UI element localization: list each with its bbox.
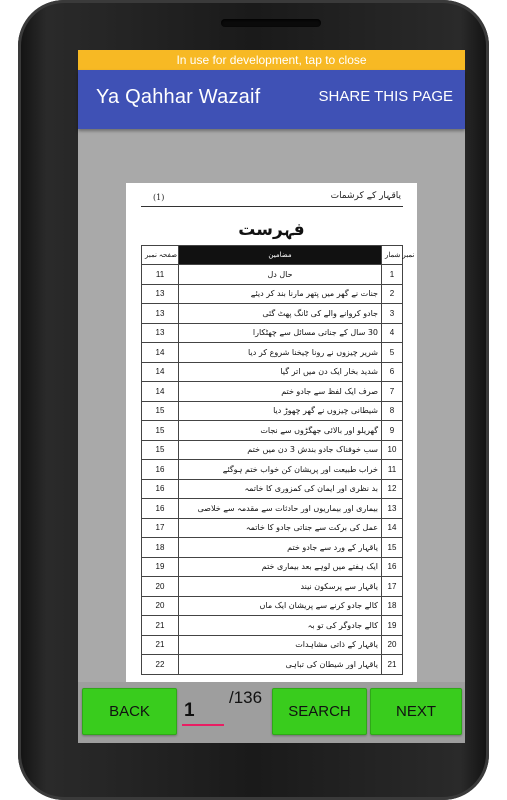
search-button[interactable]: SEARCH xyxy=(272,688,367,735)
table-row xyxy=(142,401,403,421)
table-row xyxy=(142,343,403,363)
row-number: 16 xyxy=(382,557,403,577)
row-page: 13 xyxy=(142,304,179,324)
table-row xyxy=(142,655,403,675)
row-title: سب خوفناک جادو بندش 3 دن میں ختم xyxy=(179,440,382,460)
row-number: 14 xyxy=(382,518,403,538)
row-page: 16 xyxy=(142,460,179,480)
earpiece-speaker xyxy=(221,19,321,27)
row-page: 22 xyxy=(142,655,179,675)
row-number: 12 xyxy=(382,479,403,499)
table-row xyxy=(142,284,403,304)
row-page: 16 xyxy=(142,499,179,519)
row-number: 21 xyxy=(382,655,403,675)
row-number: 17 xyxy=(382,577,403,597)
row-page: 17 xyxy=(142,518,179,538)
bottom-nav-bar xyxy=(78,682,465,743)
table-row xyxy=(142,460,403,480)
table-row xyxy=(142,538,403,558)
table-row xyxy=(142,616,403,636)
row-number: 11 xyxy=(382,460,403,480)
document-title: فہرست xyxy=(238,220,305,240)
row-page: 16 xyxy=(142,479,179,499)
running-head: یاقہار کے کرشمات xyxy=(330,191,401,201)
row-title: یاقہار کے ورد سے جادو ختم xyxy=(179,538,382,558)
row-number: 18 xyxy=(382,596,403,616)
row-title: شیطانی چیزوں نے گھر چھوڑ دیا xyxy=(179,401,382,421)
row-number: 7 xyxy=(382,382,403,402)
table-row xyxy=(142,304,403,324)
total-pages: /136 xyxy=(229,688,263,707)
row-title: خراب طبیعت اور پریشان کن خواب ختم ہوگئے xyxy=(179,460,382,480)
table-row xyxy=(142,596,403,616)
row-title: یاقہار اور شیطان کی تباہی xyxy=(179,655,382,675)
row-title: بیماری اور بیماریوں اور حادثات سے مقدمہ سے خلاصی xyxy=(179,499,382,519)
row-number: 10 xyxy=(382,440,403,460)
table-row xyxy=(142,421,403,441)
table-row xyxy=(142,362,403,382)
row-title: کالے جادوگر کی تو بہ xyxy=(179,616,382,636)
row-page: 11 xyxy=(142,265,179,285)
row-number: 2 xyxy=(382,284,403,304)
row-page: 19 xyxy=(142,557,179,577)
row-number: 8 xyxy=(382,401,403,421)
page-header xyxy=(141,191,403,207)
row-title: صرف ایک لفظ سے جادو ختم xyxy=(179,382,382,402)
row-page: 13 xyxy=(142,284,179,304)
share-page-button[interactable]: SHARE THIS PAGE xyxy=(318,88,453,105)
row-page: 15 xyxy=(142,440,179,460)
table-row xyxy=(142,440,403,460)
row-page: 15 xyxy=(142,401,179,421)
toc-body xyxy=(142,265,403,675)
row-page: 14 xyxy=(142,362,179,382)
row-title: کالے جادو کرنے سے پریشان ایک ماں xyxy=(179,596,382,616)
row-title: جنات نے گھر میں پتھر مارنا بند کر دیئے xyxy=(179,284,382,304)
row-title: یاقہار سے پرسکون نیند xyxy=(179,577,382,597)
row-page: 21 xyxy=(142,616,179,636)
row-title: ایک ہفتے میں لوہے بعد بیماری ختم xyxy=(179,557,382,577)
row-title: حال دل xyxy=(179,265,382,285)
page-number-input[interactable] xyxy=(182,698,224,726)
row-number: 15 xyxy=(382,538,403,558)
row-title: شدید بخار ایک دن میں اتر گیا xyxy=(179,362,382,382)
row-number: 9 xyxy=(382,421,403,441)
row-number: 13 xyxy=(382,499,403,519)
table-row xyxy=(142,635,403,655)
app-title: Ya Qahhar Wazaif xyxy=(96,86,261,108)
table-row xyxy=(142,557,403,577)
table-row xyxy=(142,577,403,597)
toc-table xyxy=(141,245,415,675)
row-number: 1 xyxy=(382,265,403,285)
row-page: 14 xyxy=(142,343,179,363)
row-title: جادو کروانے والے کی ٹانگ پھٹ گئی xyxy=(179,304,382,324)
row-title: بد نظری اور ایمان کی کمزوری کا خاتمہ xyxy=(179,479,382,499)
row-page: 15 xyxy=(142,421,179,441)
table-row xyxy=(142,265,403,285)
table-row xyxy=(142,382,403,402)
header-title: مضامین xyxy=(179,246,382,265)
back-button[interactable]: BACK xyxy=(82,688,177,735)
row-page: 21 xyxy=(142,635,179,655)
table-row xyxy=(142,323,403,343)
row-page: 13 xyxy=(142,323,179,343)
table-row xyxy=(142,479,403,499)
row-title: عمل کی برکت سے جناتی جادو کا خاتمہ xyxy=(179,518,382,538)
table-row xyxy=(142,518,403,538)
app-bar xyxy=(78,70,465,129)
toc-header-row xyxy=(142,246,403,265)
row-title: شریر چیزوں نے رونا چیخنا شروع کر دیا xyxy=(179,343,382,363)
header-page: صفحہ نمبر xyxy=(142,246,179,265)
row-page: 20 xyxy=(142,577,179,597)
row-page: 20 xyxy=(142,596,179,616)
row-title: یاقہار کے ذاتی مشاہدات xyxy=(179,635,382,655)
row-number: 4 xyxy=(382,323,403,343)
header-number: نمبر شمار xyxy=(382,246,403,265)
row-title: 30 سال کے جناتی مسائل سے چھٹکارا xyxy=(179,323,382,343)
app-screen xyxy=(78,50,465,743)
next-button[interactable]: NEXT xyxy=(370,688,462,735)
phone-frame xyxy=(18,0,489,800)
row-title: گھریلو اور بالائی جھگڑوں سے نجات xyxy=(179,421,382,441)
dev-banner[interactable]: In use for development, tap to close xyxy=(78,50,465,70)
page-number: (1) xyxy=(153,193,165,202)
row-number: 5 xyxy=(382,343,403,363)
row-page: 14 xyxy=(142,382,179,402)
row-number: 3 xyxy=(382,304,403,324)
row-number: 6 xyxy=(382,362,403,382)
row-number: 20 xyxy=(382,635,403,655)
document-page[interactable] xyxy=(126,183,417,683)
row-number: 19 xyxy=(382,616,403,636)
table-row xyxy=(142,499,403,519)
row-page: 18 xyxy=(142,538,179,558)
